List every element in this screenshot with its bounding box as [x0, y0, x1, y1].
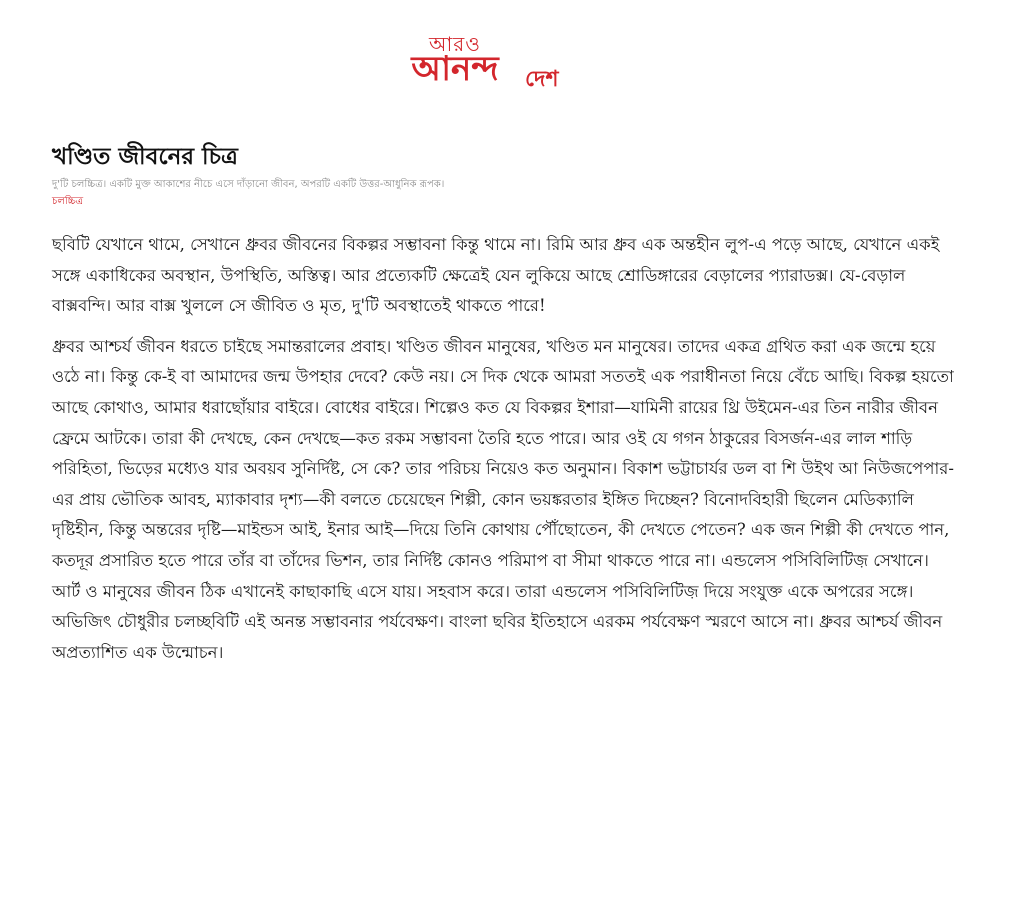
article-standfirst: দু'টি চলচ্চিত্র। একটি মুক্ত আকাশের নীচে এসে দাঁড়ানো জীবন, অপরটি একটি উত্তর-আধুনিক রূপক। — [52, 179, 445, 190]
desh-logo[interactable]: দেশ — [525, 66, 559, 92]
logo-ananda-text: আনন্দ — [411, 49, 499, 89]
article-paragraph-2: ধ্রুবর আশ্চর্য জীবন ধরতে চাইছে সমান্তরালের প্রবাহ। খণ্ডিত জীবন মানুষের, খণ্ডিত মন মানুষের। তাদের একত্র গ্রথিত করা এক জন্মে হয়ে ওঠে না। কিন্তু কে-ই বা আমাদের জন্ম উপহার দেবে? কেউ নয়। সে দিক থেকে আমরা সততই এক পরাধীনতা নিয়ে বেঁচে আছি। বিকল্প হয়তো আছে কোথাও, আমার ধরাছোঁয়ার বাইরে। বোধের বাইরে। শিল্পেও কত যে বিকল্পর ইশারা—যামিনী রায়ের থ্রি উইমেন-এর তিন নারীর জীবন ফ্রেমে আটকে। তারা কী দেখছে, কেন দেখছে—কত রকম সম্ভাবনা তৈরি হতে পারে। আর ওই যে গগন ঠাকুরের বিসর্জন-এর লাল শাড়ি পরিহিতা, ভিড়ের মধ্যেও যার অবয়ব সুনির্দিষ্ট, সে কে? তার পরিচয় নিয়েও কত অনুমান। বিকাশ ভট্টাচার্যর ডল বা শি উইথ আ নিউজপেপার-এর প্রায় ভৌতিক আবহ, ম্যাকাবার দৃশ্য—কী বলতে চেয়েছেন শিল্পী, কোন ভয়ঙ্করতার ইঙ্গিত দিচ্ছেন? বিনোদবিহারী ছিলেন মেডিক্যালি দৃষ্টিহীন, কিন্তু অন্তরের দৃষ্টি—মাইন্ডস আই, ইনার আই—দিয়ে তিনি কোথায় পৌঁছোতেন, কী দেখতে পেতেন? এক জন শিল্পী কী দেখতে পান, কতদূর প্রসারিত হতে পারে তাঁর বা তাঁদের ভিশন, তার নির্দিষ্ট কোনও পরিমাপ বা সীমা থাকতে পারে না। এন্ডলেস পসিবিলিটিজ় সেখানে। আর্ট ও মানুষের জীবন ঠিক এখানেই কাছাকাছি এসে যায়। সহবাস করে। তারা এন্ডলেস পসিবিলিটিজ় দিয়ে সংযুক্ত একে অপরের সঙ্গে। অভিজিৎ চৌধুরীর চলচ্ছবিটি এই অনন্ত সম্ভাবনার পর্যবেক্ষণ। বাংলা ছবির ইতিহাসে এরকম পর্যবেক্ষণ স্মরণে আসে না। ধ্রুবর আশ্চর্য জীবন অপ্রত্যাশিত এক উন্মোচন। — [52, 336, 954, 662]
article-body — [52, 230, 957, 678]
article-header — [52, 142, 962, 209]
article-category-link[interactable]: চলচ্চিত্র — [52, 196, 84, 207]
aro-ananda-logo[interactable] — [400, 32, 510, 89]
masthead — [0, 28, 1010, 108]
article-headline: খণ্ডিত জীবনের চিত্র — [52, 143, 238, 170]
article-paragraph-1: ছবিটি যেখানে থামে, সেখানে ধ্রুবর জীবনের বিকল্পর সম্ভাবনা কিন্তু থামে না। রিমি আর ধ্রুব এক অন্তহীন লুপ-এ পড়ে আছে, যেখানে একই সঙ্গে একাধিকের অবস্থান, উপস্থিতি, অস্তিত্ব। আর প্রত্যেকটি ক্ষেত্রেই যেন লুকিয়ে আছে শ্রোডিঙ্গারের বেড়ালের প্যারাডক্স। যে-বেড়াল বাক্সবন্দি। আর বাক্স খুললে সে জীবিত ও মৃত, দু'টি অবস্থাতেই থাকতে পারে! — [52, 235, 940, 316]
logo-aro-text: আরও — [428, 32, 482, 56]
